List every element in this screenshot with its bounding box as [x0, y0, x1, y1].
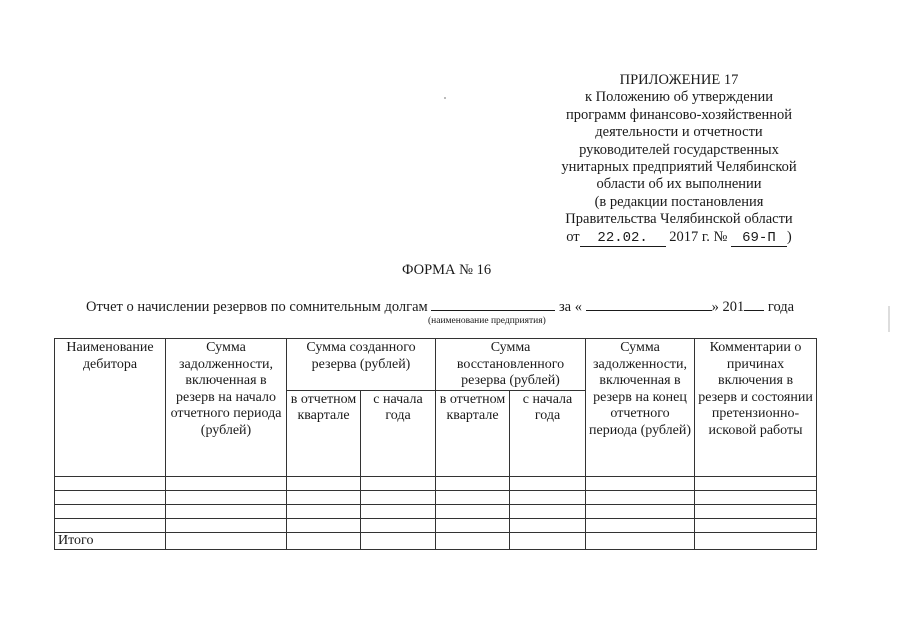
table-cell[interactable] [436, 532, 510, 550]
subheader-created-year: с начала года [361, 390, 436, 476]
table-cell[interactable] [55, 518, 166, 532]
table-cell[interactable] [55, 490, 166, 504]
header-restored-reserve: Сумма восстановленного резерва (рублей) [436, 339, 586, 391]
from-label: от [566, 228, 580, 245]
table-cell[interactable] [510, 518, 586, 532]
appendix-line: Правительства Челябинской области [565, 211, 793, 228]
scan-speck [888, 306, 890, 332]
form-title: ФОРМА № 16 [402, 262, 492, 278]
appendix-date-line [529, 229, 829, 247]
table-cell[interactable] [166, 532, 287, 550]
appendix-line: унитарных предприятий Челябинской [561, 159, 797, 176]
table-cell[interactable] [287, 490, 361, 504]
enterprise-name-blank[interactable] [431, 298, 555, 311]
header-debt-end: Сумма задолженности, включенная в резерв на конец отчетного периода (рублей) [586, 339, 695, 477]
table-cell[interactable] [55, 504, 166, 518]
report-line [86, 298, 794, 316]
table-cell[interactable] [361, 490, 436, 504]
table-cell[interactable] [586, 490, 695, 504]
scan-speck [444, 97, 446, 99]
subheader-restored-year: с начала года [510, 390, 586, 476]
table-cell[interactable] [361, 476, 436, 490]
table-cell[interactable] [586, 532, 695, 550]
report-text: Отчет о начислении резервов по сомнительным долгам [86, 299, 428, 315]
table-cell[interactable] [287, 532, 361, 550]
table-cell[interactable] [695, 518, 817, 532]
table-cell[interactable] [436, 504, 510, 518]
decree-date: 22.02. [580, 231, 666, 247]
table-cell[interactable] [166, 476, 287, 490]
appendix-line: руководителей государственных [579, 141, 779, 158]
table-cell[interactable] [695, 532, 817, 550]
total-row [55, 532, 817, 550]
table-row [55, 504, 817, 518]
table-cell[interactable] [166, 518, 287, 532]
table-cell[interactable] [586, 518, 695, 532]
appendix-line: области об их выполнении [596, 176, 762, 193]
appendix-line: деятельности и отчетности [595, 124, 763, 141]
table-cell[interactable] [510, 490, 586, 504]
table-cell[interactable] [361, 532, 436, 550]
table-cell[interactable] [695, 476, 817, 490]
table-cell[interactable] [55, 476, 166, 490]
appendix-line: программ финансово-хозяйственной [565, 106, 793, 123]
table-row [55, 476, 817, 490]
period-blank[interactable] [586, 298, 712, 311]
header-debtor: Наименование дебитора [55, 339, 166, 477]
for-label: за « [558, 299, 582, 315]
table-row [55, 518, 817, 532]
year-blank[interactable] [744, 298, 764, 311]
appendix-line: к Положению об утверждении [585, 89, 773, 106]
table-cell[interactable] [287, 518, 361, 532]
header-comments: Комментарии о причинах включения в резерв и состоянии претензионно-исковой работы [695, 339, 817, 477]
table-cell[interactable] [287, 504, 361, 518]
enterprise-caption: (наименование предприятия) [428, 316, 546, 326]
reserves-table [54, 338, 817, 550]
table-cell[interactable] [510, 476, 586, 490]
table-row [55, 490, 817, 504]
table-cell[interactable] [436, 476, 510, 490]
table-cell[interactable] [510, 504, 586, 518]
table-cell[interactable] [166, 490, 287, 504]
table-cell[interactable] [287, 476, 361, 490]
subheader-created-quarter: в отчетном квартале [287, 390, 361, 476]
table-cell[interactable] [586, 476, 695, 490]
table-cell[interactable] [586, 504, 695, 518]
subheader-restored-quarter: в отчетном квартале [436, 390, 510, 476]
close-paren: ) [786, 228, 792, 245]
appendix-line: (в редакции постановления [594, 193, 764, 210]
header-created-reserve: Сумма созданного резерва (рублей) [287, 339, 436, 391]
table-cell[interactable] [510, 532, 586, 550]
table-cell[interactable] [361, 518, 436, 532]
table-cell[interactable] [695, 504, 817, 518]
table-cell[interactable] [361, 504, 436, 518]
decree-number: 69-П [731, 231, 787, 247]
year-suffix: года [767, 299, 795, 315]
table-cell[interactable] [436, 518, 510, 532]
header-debt-start: Сумма задолженности, включенная в резерв на начало отчетного периода (рублей) [166, 339, 287, 477]
table-cell[interactable] [695, 490, 817, 504]
appendix-block [529, 72, 829, 247]
quote-close: » 201 [711, 299, 745, 315]
table-cell[interactable] [436, 490, 510, 504]
appendix-title: ПРИЛОЖЕНИЕ 17 [619, 72, 739, 88]
decree-year: 2017 г. № [669, 228, 728, 245]
table-cell[interactable] [166, 504, 287, 518]
total-label: Итого [55, 532, 166, 550]
